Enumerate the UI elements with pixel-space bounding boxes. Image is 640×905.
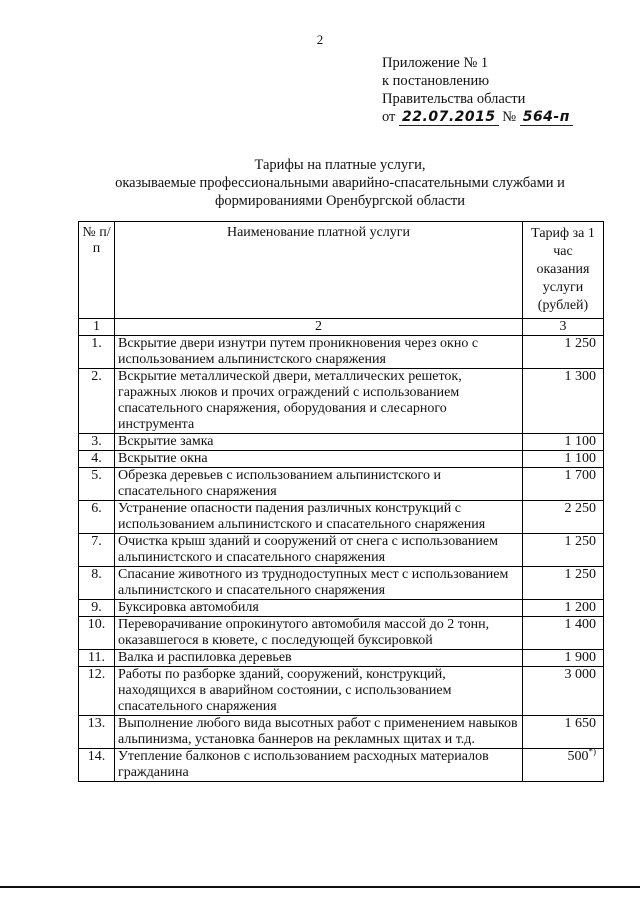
price-value: 1 250 <box>564 336 596 351</box>
price-value: 2 250 <box>564 501 596 516</box>
table-row <box>79 617 604 650</box>
row-number: 8. <box>79 567 115 600</box>
service-price <box>523 369 604 434</box>
tariffs-table <box>78 221 604 782</box>
table-row <box>79 451 604 468</box>
service-name: Работы по разборке зданий, сооружений, конструкций, находящихся в аварийном состоянии, с использованием спасательного снаряжения <box>115 667 523 716</box>
table-header-row <box>79 222 604 319</box>
appendix-ref: к постановлению <box>382 73 490 89</box>
service-price <box>523 336 604 369</box>
appendix-title: Приложение № 1 <box>382 55 489 71</box>
header-name: Наименование платной услуги <box>115 222 523 319</box>
table-row <box>79 716 604 749</box>
tariff-rows <box>79 336 604 782</box>
handwritten-number: 564-п <box>520 110 573 126</box>
service-price <box>523 600 604 617</box>
service-price <box>523 468 604 501</box>
service-price <box>523 650 604 667</box>
page-number: 2 <box>316 32 324 47</box>
column-number: 1 <box>79 319 115 336</box>
row-number: 5. <box>79 468 115 501</box>
table-row <box>79 468 604 501</box>
price-value: 1 100 <box>564 434 596 449</box>
footnote-mark: *) <box>588 746 596 757</box>
header-num: № п/п <box>79 222 115 319</box>
column-number: 3 <box>523 319 604 336</box>
service-price <box>523 716 604 749</box>
service-price <box>523 667 604 716</box>
title-line-3: формированиями Оренбургской области <box>215 193 465 209</box>
service-name: Утепление балконов с использованием расходных материалов гражданина <box>115 749 523 782</box>
price-value: 1 900 <box>564 650 596 665</box>
price-value: 1 250 <box>564 534 596 549</box>
price-value: 1 400 <box>564 617 596 632</box>
service-price <box>523 567 604 600</box>
header-tariff: Тариф за 1 час оказания услуги (рублей) <box>523 222 604 319</box>
row-number: 2. <box>79 369 115 434</box>
date-prefix: от <box>382 109 396 125</box>
number-prefix: № <box>502 109 517 125</box>
service-price <box>523 746 604 782</box>
table-row <box>79 534 604 567</box>
table-row <box>79 336 604 369</box>
row-number: 6. <box>79 501 115 534</box>
service-name: Буксировка автомобиля <box>115 600 523 617</box>
service-price <box>523 434 604 451</box>
price-value: 1 650 <box>564 716 596 731</box>
price-value: 500 <box>567 749 589 764</box>
title-line-2: оказываемые профессиональными аварийно-спасательными службами и <box>115 175 565 191</box>
appendix-date-line <box>382 108 573 126</box>
row-number: 12. <box>79 667 115 716</box>
price-value: 3 000 <box>564 667 596 682</box>
service-name: Очистка крыш зданий и сооружений от снега с использованием альпинистского и спасательного снаряжения <box>115 534 523 567</box>
service-price <box>523 534 604 567</box>
table-row <box>79 749 604 782</box>
row-number: 10. <box>79 617 115 650</box>
row-number: 4. <box>79 451 115 468</box>
column-number-row <box>79 319 604 336</box>
table-row <box>79 567 604 600</box>
row-number: 13. <box>79 716 115 749</box>
service-name: Обрезка деревьев с использованием альпинистского и спасательного снаряжения <box>115 468 523 501</box>
service-name: Спасание животного из труднодоступных мест с использованием альпинистского и спасательного снаряжения <box>115 567 523 600</box>
table-row <box>79 650 604 667</box>
row-number: 3. <box>79 434 115 451</box>
table-row <box>79 369 604 434</box>
table-row <box>79 434 604 451</box>
price-value: 1 200 <box>564 600 596 615</box>
price-value: 1 100 <box>564 451 596 466</box>
service-name: Переворачивание опрокинутого автомобиля массой до 2 тонн, оказавшегося в кювете, с последующей буксировкой <box>115 617 523 650</box>
column-number: 2 <box>115 319 523 336</box>
row-number: 7. <box>79 534 115 567</box>
appendix-block <box>382 54 573 126</box>
price-value: 1 300 <box>564 369 596 384</box>
row-number: 14. <box>79 749 115 782</box>
table-row <box>79 501 604 534</box>
service-name: Вскрытие металлической двери, металлических решеток, гаражных люков и прочих ограждений с использованием спасательного снаряжения, оборудования и слесарного инструмента <box>115 369 523 434</box>
service-name: Валка и распиловка деревьев <box>115 650 523 667</box>
price-value: 1 700 <box>564 468 596 483</box>
table-row <box>79 600 604 617</box>
appendix-authority: Правительства области <box>382 91 526 107</box>
service-name: Вскрытие замка <box>115 434 523 451</box>
table-row <box>79 667 604 716</box>
handwritten-date: 22.07.2015 <box>399 110 499 126</box>
title-line-1: Тарифы на платные услуги, <box>254 157 426 173</box>
document-title <box>60 156 620 210</box>
price-value: 1 250 <box>564 567 596 582</box>
row-number: 1. <box>79 336 115 369</box>
row-number: 9. <box>79 600 115 617</box>
service-name: Вскрытие окна <box>115 451 523 468</box>
service-name: Выполнение любого вида высотных работ с применением навыков альпинизма, установка баннеров на рекламных щитах и т.д. <box>115 716 523 749</box>
service-name: Устранение опасности падения различных конструкций с использованием альпинистского и спасательного снаряжения <box>115 501 523 534</box>
service-name: Вскрытие двери изнутри путем проникновения через окно с использованием альпинистского снаряжения <box>115 336 523 369</box>
row-number: 11. <box>79 650 115 667</box>
service-price <box>523 451 604 468</box>
bottom-rule <box>0 886 640 888</box>
service-price <box>523 501 604 534</box>
service-price <box>523 617 604 650</box>
